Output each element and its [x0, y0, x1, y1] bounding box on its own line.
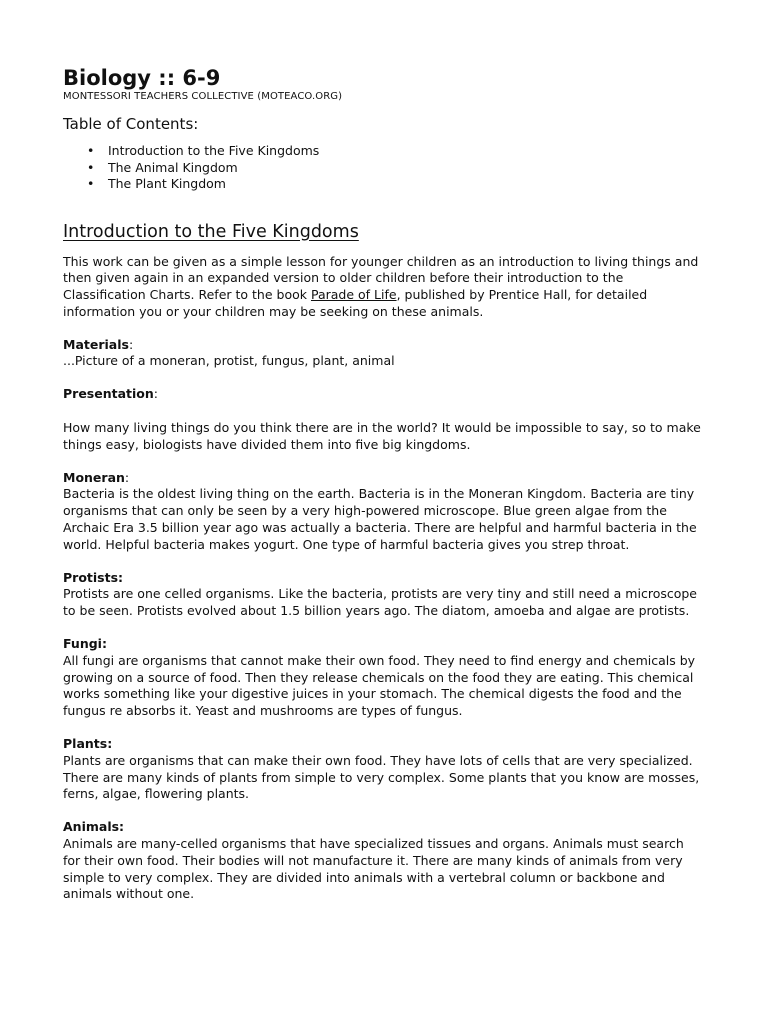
animals-block: [63, 819, 703, 903]
animals-label: Animals:: [63, 819, 125, 835]
moneran-colon: :: [124, 469, 130, 485]
intro-text-part1: This work can be given as a simple lesson for younger children as an introduction to living things and then given again in an expanded version to older children before their introduction to the Classification Charts. Refer to the book: [63, 253, 699, 303]
intro-text-part2: , published by Prentice Hall, for detailed information you or your children may be seeking on these animals.: [63, 287, 648, 319]
toc-heading: Table of Contents:: [63, 115, 199, 133]
toc-item-animal-kingdom[interactable]: • The Animal Kingdom: [108, 160, 703, 177]
materials-block: [63, 337, 703, 371]
plants-label: Plants:: [63, 736, 113, 752]
moneran-block: [63, 470, 703, 554]
document-subtitle: MONTESSORI TEACHERS COLLECTIVE (MOTEACO.ORG): [63, 91, 343, 102]
intro-paragraph: [63, 254, 703, 321]
presentation-colon: :: [153, 386, 158, 402]
toc-item-introduction[interactable]: • Introduction to the Five Kingdoms: [108, 143, 703, 160]
book-title-link[interactable]: Parade of Life: [310, 287, 397, 303]
presentation-spacer: [63, 403, 703, 420]
materials-text: ...Picture of a moneran, protist, fungus, plant, animal: [63, 353, 395, 369]
moneran-text: Bacteria is the oldest living thing on the earth. Bacteria is in the Moneran Kingdom. Bacteria are tiny organisms that can only be seen by a very high-powered microscope. Blue green algae from the Archaic Era 3.5 billion year ago was actually a bacteria. There are helpful and harmful bacteria in the world. Helpful bacteria makes yogurt. One type of harmful bacteria gives you strep throat.: [63, 486, 697, 552]
section-heading: Introduction to the Five Kingdoms: [63, 221, 359, 242]
presentation-text: How many living things do you think there are in the world? It would be impossible to say, so to make things easy, biologists have divided them into five big kingdoms.: [63, 420, 701, 452]
fungi-block: [63, 636, 703, 720]
presentation-block: [63, 386, 703, 453]
protists-block: [63, 570, 703, 620]
document-page: [63, 66, 703, 903]
table-of-contents: [63, 143, 703, 193]
document-title: Biology :: 6-9: [63, 66, 221, 90]
protists-label: Protists:: [63, 569, 124, 585]
plants-text: Plants are organisms that can make their own food. They have lots of cells that are very specialized. There are many kinds of plants from simple to very complex. Some plants that you know are mosses, ferns, algae, flowering plants.: [63, 752, 700, 802]
moneran-label: Moneran: [63, 469, 125, 485]
protists-text: Protists are one celled organisms. Like the bacteria, protists are very tiny and still need a microscope to be seen. Protists evolved about 1.5 billion years ago. The diatom, amoeba and algae are protists.: [63, 586, 698, 619]
plants-block: [63, 736, 703, 803]
animals-text: Animals are many-celled organisms that have specialized tissues and organs. Animals must search for their own food. Their bodies will not manufacture it. There are many kinds of animals from very simple to very complex. They are divided into animals with a vertebral column or backbone and animals without one.: [63, 836, 684, 902]
materials-colon: :: [128, 336, 134, 352]
fungi-text: All fungi are organisms that cannot make their own food. They need to find energy and chemicals by growing on a source of food. Then they release chemicals on the food they are eating. This chemical works something like your digestive juices in your stomach. The chemical digests the food and the fungus re absorbs it. Yeast and mushrooms are types of fungus.: [63, 652, 696, 719]
toc-item-plant-kingdom[interactable]: • The Plant Kingdom: [108, 176, 703, 193]
materials-label: Materials: [63, 336, 129, 352]
fungi-label: Fungi:: [63, 636, 107, 652]
presentation-label: Presentation: [63, 386, 154, 402]
